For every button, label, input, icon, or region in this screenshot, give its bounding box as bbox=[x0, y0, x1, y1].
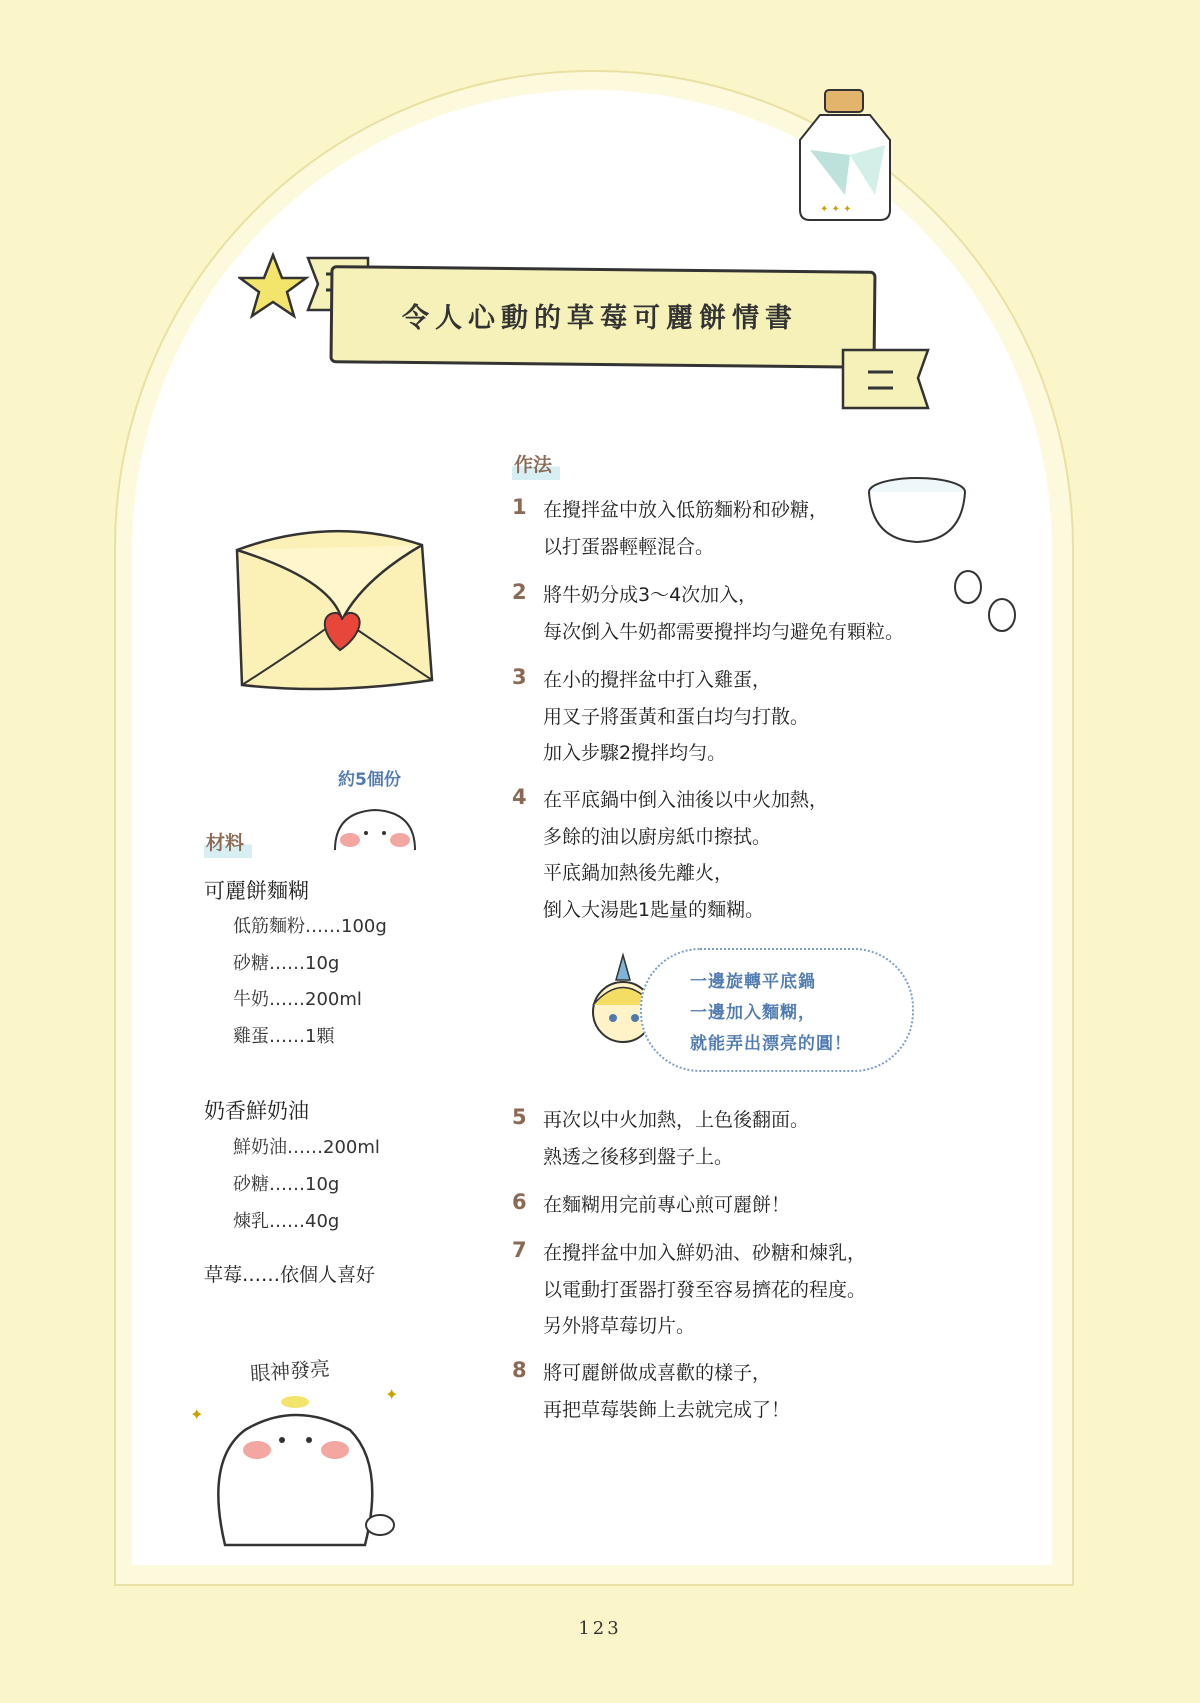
step-number: 2 bbox=[512, 580, 527, 604]
step-number: 3 bbox=[512, 665, 527, 689]
step-text: 在麵糊用完前專心煎可麗餅！ bbox=[543, 1194, 791, 1216]
mixing-bowl-illustration bbox=[862, 470, 972, 550]
ingredients-label: 材料 bbox=[204, 828, 252, 858]
envelope-heart-illustration bbox=[222, 510, 452, 710]
svg-text:✦: ✦ bbox=[190, 1405, 204, 1424]
sparkly-cat-illustration bbox=[185, 1340, 415, 1555]
step-text: 以打蛋器輕輕混合。 bbox=[543, 535, 715, 558]
step-text: 再把草莓裝飾上去就完成了！ bbox=[543, 1398, 791, 1421]
step-text: 在平底鍋中倒入油後以中火加熱， bbox=[543, 789, 829, 811]
step-text: 在攪拌盆中加入鮮奶油、砂糖和煉乳， bbox=[543, 1242, 867, 1264]
step-text: 在小的攪拌盆中打入雞蛋， bbox=[543, 669, 772, 691]
tip-line: 一邊加入麵糊， bbox=[690, 1003, 816, 1023]
step-text: 倒入大湯匙1匙量的麵糊。 bbox=[543, 898, 765, 921]
page-number: 123 bbox=[578, 1618, 622, 1639]
step-text: 每次倒入牛奶都需要攪拌均勻避免有顆粒。 bbox=[543, 620, 905, 643]
strawberry-item: 草莓……依個人喜好 bbox=[204, 1264, 376, 1286]
svg-text:✦: ✦ bbox=[385, 1385, 399, 1404]
ingredient-item: 砂糖……10g bbox=[233, 953, 340, 974]
ingredient-item: 煉乳……40g bbox=[233, 1211, 340, 1232]
step-number: 7 bbox=[512, 1238, 527, 1262]
svg-text:✦ ✦ ✦: ✦ ✦ ✦ bbox=[820, 204, 852, 215]
step-number: 5 bbox=[512, 1105, 527, 1129]
step-text: 再次以中火加熱，上色後翻面。 bbox=[543, 1109, 810, 1131]
step-number: 8 bbox=[512, 1358, 527, 1382]
step-text: 平底鍋加熱後先離火， bbox=[543, 862, 734, 884]
step-text: 加入步驟2攪拌均勻。 bbox=[543, 742, 727, 764]
ingredient-item: 砂糖……10g bbox=[233, 1174, 340, 1195]
tip-line: 就能弄出漂亮的圓！ bbox=[690, 1034, 852, 1054]
ribbon-right bbox=[838, 340, 938, 420]
step-text: 另外將草莓切片。 bbox=[543, 1315, 696, 1337]
step-text: 在攪拌盆中放入低筋麵粉和砂糖， bbox=[543, 499, 829, 521]
ingredient-item: 低筋麵粉……100g bbox=[233, 916, 387, 937]
step-text: 以電動打蛋器打發至容易擠花的程度。 bbox=[543, 1278, 867, 1301]
step-number: 6 bbox=[512, 1190, 527, 1214]
ingredient-item: 牛奶……200ml bbox=[233, 989, 362, 1010]
step-text: 用叉子將蛋黃和蛋白均勻打散。 bbox=[543, 705, 810, 728]
tip-line: 一邊旋轉平底鍋 bbox=[690, 972, 816, 992]
glass-jar-illustration bbox=[790, 80, 910, 230]
eggs-illustration bbox=[950, 565, 1020, 640]
page-title: 令人心動的草莓可麗餅情書 bbox=[402, 303, 798, 334]
step-text: 熟透之後移到盤子上。 bbox=[543, 1145, 734, 1168]
cream-title: 奶香鮮奶油 bbox=[204, 1099, 309, 1123]
step-text: 多餘的油以廚房紙巾擦拭。 bbox=[543, 825, 772, 848]
step-number: 1 bbox=[512, 495, 527, 519]
portion-label: 約5個份 bbox=[338, 770, 401, 790]
step-text: 將可麗餅做成喜歡的樣子， bbox=[543, 1362, 772, 1384]
ingredient-item: 雞蛋……1顆 bbox=[233, 1026, 335, 1047]
step-number: 4 bbox=[512, 785, 527, 809]
step-text: 將牛奶分成3～4次加入， bbox=[543, 584, 758, 606]
ingredient-item: 鮮奶油……200ml bbox=[233, 1137, 380, 1158]
batter-title: 可麗餅麵糊 bbox=[204, 879, 309, 903]
cat-face-icon bbox=[330, 800, 420, 855]
doodle-caption: 眼神發亮 bbox=[249, 1356, 331, 1386]
method-label: 作法 bbox=[512, 450, 560, 480]
